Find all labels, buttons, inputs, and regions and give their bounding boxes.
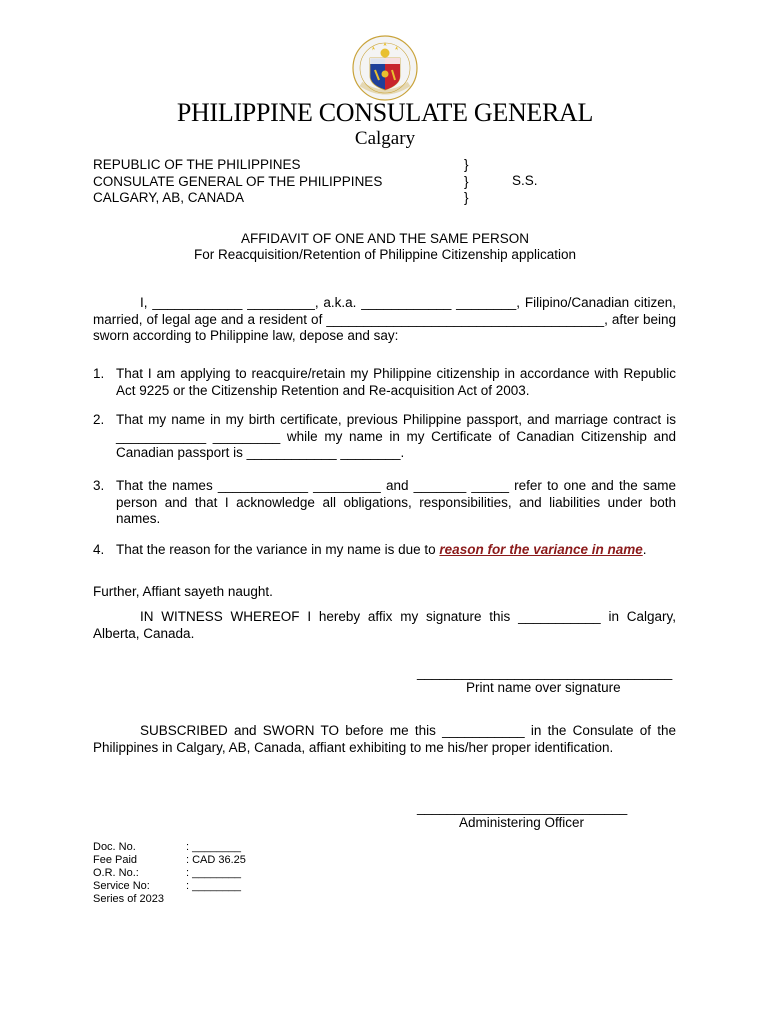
affidavit-subtitle: For Reacquisition/Retention of Philippine Citizenship application [194, 247, 576, 262]
item-text: That my name in my birth certificate, previous Philippine passport, and marriage contract is ____________ _________ while my name in my Certificate of Canadian Citizenship and Canadian passport is ____________ ________. [116, 412, 676, 460]
footer-label: Fee Paid [93, 854, 138, 866]
brace: } [464, 157, 469, 172]
brace: } [464, 173, 469, 189]
item-text [116, 542, 676, 559]
signature-label: Print name over signature [466, 680, 621, 695]
footer-label: Service No: [93, 880, 150, 892]
footer-value: : ________ [186, 841, 242, 853]
list-item [93, 412, 676, 462]
footer-labels [93, 841, 164, 906]
page-subtitle: Calgary [354, 128, 416, 149]
list-item [93, 478, 676, 528]
brace: } [464, 190, 469, 205]
signature-line: __________________________________ [417, 665, 673, 680]
page-title: PHILIPPINE CONSULATE GENERAL [176, 98, 594, 127]
item-text: That I am applying to reacquire/retain my Philippine citizenship in accordance with Republic Act 9225 or the Citizenship Retention and Re-acquisition Act of 2003. [116, 366, 676, 398]
item-number: 3. [93, 478, 105, 493]
officer-label: Administering Officer [459, 815, 585, 830]
footer-value: : CAD 36.25 [186, 854, 246, 866]
subscribed-paragraph: SUBSCRIBED and SWORN TO before me this ___________ in the Consulate of the Philippines in Calgary, AB, Canada, affiant exhibiting to me his/her proper identification. [93, 723, 676, 755]
footer-values [186, 841, 246, 893]
venue-braces [464, 157, 469, 207]
ss-label: S.S. [512, 173, 538, 188]
further-statement: Further, Affiant sayeth naught. [93, 584, 273, 599]
item-text-after: . [642, 542, 647, 557]
affidavit-title: AFFIDAVIT OF ONE AND THE SAME PERSON [240, 231, 530, 246]
item-text-before: That the reason for the variance in my name is due to [116, 542, 440, 557]
item-number: 4. [93, 542, 105, 557]
footer-value: : ________ [186, 880, 242, 892]
variance-reason-field[interactable]: reason for the variance in name [439, 542, 643, 557]
footer-label: O.R. No.: [93, 867, 139, 879]
venue-line: CONSULATE GENERAL OF THE PHILIPPINES [93, 173, 383, 189]
list-item [93, 542, 676, 559]
footer-label: Doc. No. [93, 841, 136, 853]
footer-label: Series of 2023 [93, 893, 164, 905]
venue-line: CALGARY, AB, CANADA [93, 190, 245, 205]
list-item [93, 366, 676, 399]
item-number: 1. [93, 366, 105, 381]
venue-line: REPUBLIC OF THE PHILIPPINES [93, 157, 301, 172]
officer-signature-line: ____________________________ [417, 800, 628, 815]
philippine-seal-icon [351, 34, 419, 102]
venue-block [93, 157, 382, 207]
footer-value: : ________ [186, 867, 242, 879]
witness-paragraph: IN WITNESS WHEREOF I hereby affix my signature this ___________ in Calgary, Alberta, Canada. [93, 609, 676, 641]
item-text: That the names ____________ _________ and _______ _____ refer to one and the same person and that I acknowledge all obligations, responsibilities, and liabilities under both names. [116, 478, 676, 526]
item-number: 2. [93, 412, 105, 427]
intro-paragraph: I, ____________ _________, a.k.a. ____________ ________, Filipino/Canadian citizen, married, of legal age and a resident of _____________________________________, after being sworn according to Philippine law, depose and say: [93, 295, 676, 343]
